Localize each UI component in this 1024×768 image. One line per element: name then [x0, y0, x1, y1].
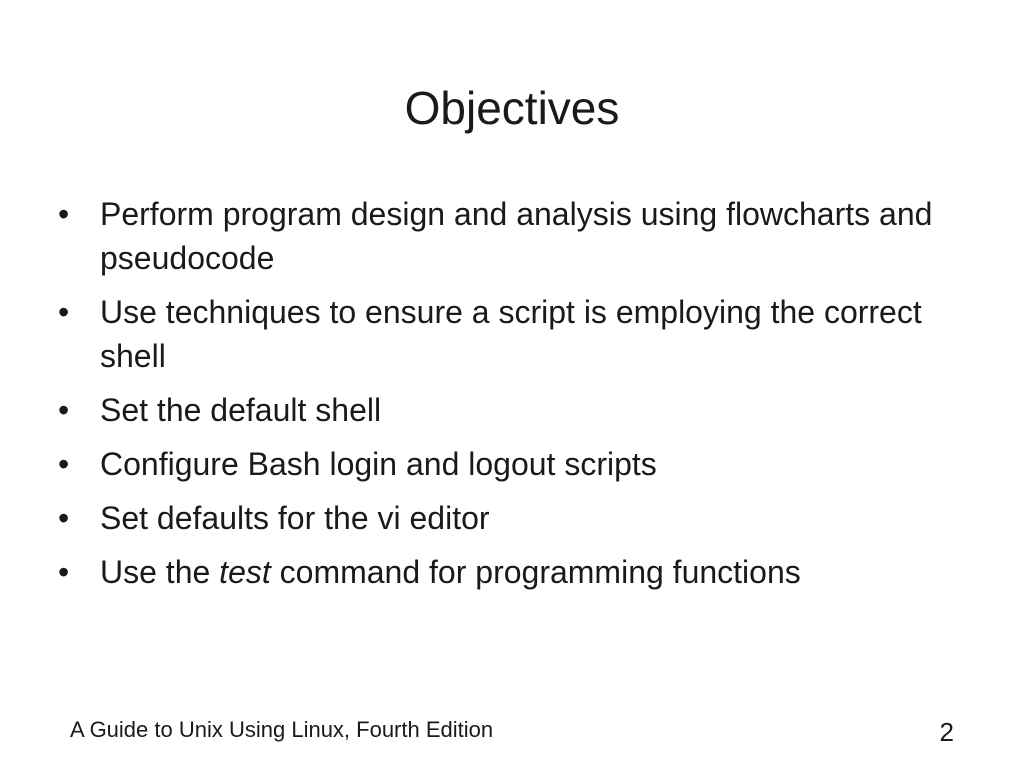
list-item-text: Perform program design and analysis using flowcharts and pseudocode — [100, 196, 933, 276]
objectives-list — [58, 192, 958, 604]
list-item-text-pre: Use the — [100, 554, 220, 590]
bullet-marker: • — [58, 554, 70, 590]
list-item — [58, 388, 958, 432]
list-item — [58, 496, 958, 540]
bullet-marker: • — [58, 500, 70, 536]
bullet-marker: • — [58, 392, 70, 428]
bullet-marker: • — [58, 294, 70, 330]
list-item — [58, 192, 958, 280]
list-item — [58, 442, 958, 486]
bullet-marker: • — [58, 196, 70, 232]
list-item-text: Use techniques to ensure a script is employing the correct shell — [100, 294, 922, 374]
list-item — [58, 550, 958, 594]
list-item-text: Set the default shell — [100, 392, 382, 428]
list-item-text-emphasis: test — [219, 554, 271, 590]
slide-title: Objectives — [404, 82, 620, 134]
page-number: 2 — [939, 717, 954, 747]
footer-text: A Guide to Unix Using Linux, Fourth Edition — [70, 717, 494, 742]
list-item-text-post: command for programming functions — [270, 554, 801, 590]
list-item-text: Set defaults for the vi editor — [100, 500, 490, 536]
list-item — [58, 290, 958, 378]
list-item-text: Configure Bash login and logout scripts — [100, 446, 657, 482]
bullet-marker: • — [58, 446, 70, 482]
